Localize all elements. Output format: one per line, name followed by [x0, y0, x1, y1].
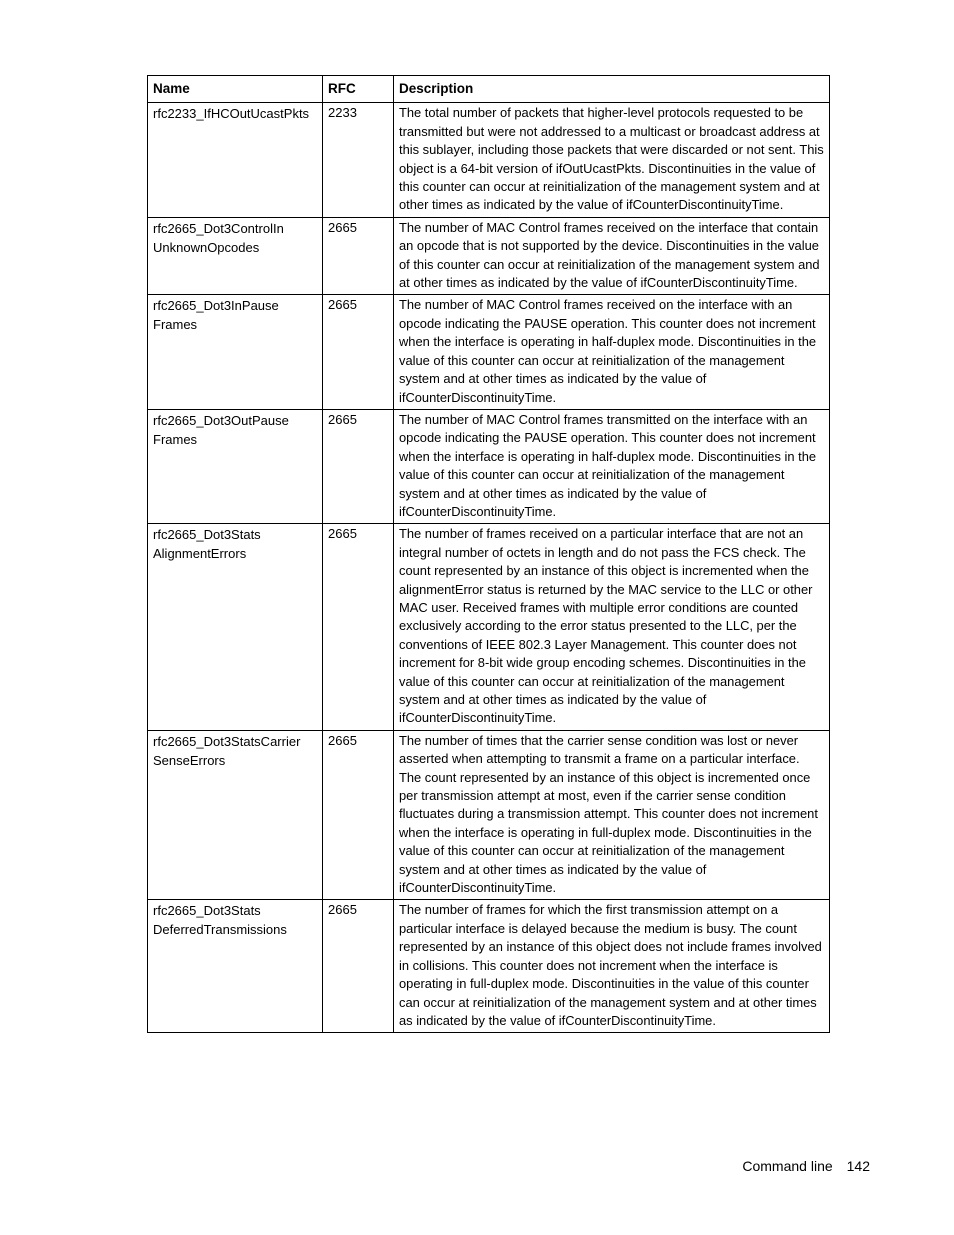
cell-name: rfc2665_Dot3Stats AlignmentErrors: [148, 524, 323, 730]
cell-description: The number of frames received on a particular interface that are not an integral number of octets in length and do not pass the FCS check. The count represented by an instance of this object is incremented when the alignmentError status is returned by the MAC service to the LLC or other MAC user. Received frames with multiple error conditions are counted exclusively according to the error status presented to the LLC, per the conventions of IEEE 802.3 Layer Management. This counter does not increment for 8-bit wide group encoding schemes. Discontinuities in the value of this counter can occur at reinitialization of the management system and at other times as indicated by the value of ifCounterDiscontinuityTime.: [394, 524, 830, 730]
cell-description: The number of MAC Control frames transmitted on the interface with an opcode indicating the PAUSE operation. This counter does not increment when the interface is operating in half-duplex mode. Discontinuities in the value of this counter can occur at reinitialization of the management system and at other times as indicated by the value of ifCounterDiscontinuityTime.: [394, 409, 830, 523]
table-header-row: [148, 76, 830, 103]
table-row: [148, 217, 830, 295]
cell-rfc: 2665: [323, 524, 394, 730]
cell-rfc: 2665: [323, 730, 394, 900]
cell-description: The number of times that the carrier sense condition was lost or never asserted when attempting to transmit a frame on a particular interface. The count represented by an instance of this object is incremented once per transmission attempt at most, even if the carrier sense condition fluctuates during a transmission attempt. This counter does not increment when the interface is operating in full-duplex mode. Discontinuities in the value of this counter can occur at reinitialization of the management system and at other times as indicated by the value of ifCounterDiscontinuityTime.: [394, 730, 830, 900]
cell-rfc: 2665: [323, 900, 394, 1033]
cell-rfc: 2665: [323, 295, 394, 409]
cell-description: The number of frames for which the first transmission attempt on a particular interface is delayed because the medium is busy. The count represented by an instance of this object does not include frames involved in collisions. This counter does not increment when the interface is operating in full-duplex mode. Discontinuities in the value of this counter can occur at reinitialization of the management system and at other times as indicated by the value of ifCounterDiscontinuityTime.: [394, 900, 830, 1033]
cell-name: rfc2233_IfHCOutUcastPkts: [148, 103, 323, 217]
page-number: 142: [846, 1158, 870, 1174]
cell-rfc: 2665: [323, 217, 394, 295]
header-rfc: RFC: [323, 76, 394, 103]
table-row: [148, 730, 830, 900]
cell-description: The number of MAC Control frames received on the interface that contain an opcode that is not supported by the device. Discontinuities in the value of this counter can occur at reinitialization of the management system and at other times as indicated by the value of ifCounterDiscontinuityTime.: [394, 217, 830, 295]
mib-counter-table: [147, 75, 830, 1033]
cell-name: rfc2665_Dot3ControlIn UnknownOpcodes: [148, 217, 323, 295]
cell-description: The total number of packets that higher-level protocols requested to be transmitted but were not addressed to a multicast or broadcast address at this sublayer, including those packets that were discarded or not sent. This object is a 64-bit version of ifOutUcastPkts. Discontinuities in the value of this counter can occur at reinitialization of the management system and at other times as indicated by the value of ifCounterDiscontinuityTime.: [394, 103, 830, 217]
page-footer: [742, 1158, 870, 1174]
cell-name: rfc2665_Dot3InPause Frames: [148, 295, 323, 409]
header-description: Description: [394, 76, 830, 103]
footer-section-label: Command line: [742, 1158, 833, 1174]
table-row: [148, 409, 830, 523]
table-row: [148, 295, 830, 409]
cell-rfc: 2665: [323, 409, 394, 523]
cell-name: rfc2665_Dot3OutPause Frames: [148, 409, 323, 523]
table-row: [148, 103, 830, 217]
cell-name: rfc2665_Dot3Stats DeferredTransmissions: [148, 900, 323, 1033]
cell-description: The number of MAC Control frames received on the interface with an opcode indicating the PAUSE operation. This counter does not increment when the interface is operating in half-duplex mode. Discontinuities in the value of this counter can occur at reinitialization of the management system and at other times as indicated by the value of ifCounterDiscontinuityTime.: [394, 295, 830, 409]
table-row: [148, 900, 830, 1033]
table-row: [148, 524, 830, 730]
cell-rfc: 2233: [323, 103, 394, 217]
cell-name: rfc2665_Dot3StatsCarrier SenseErrors: [148, 730, 323, 900]
header-name: Name: [148, 76, 323, 103]
